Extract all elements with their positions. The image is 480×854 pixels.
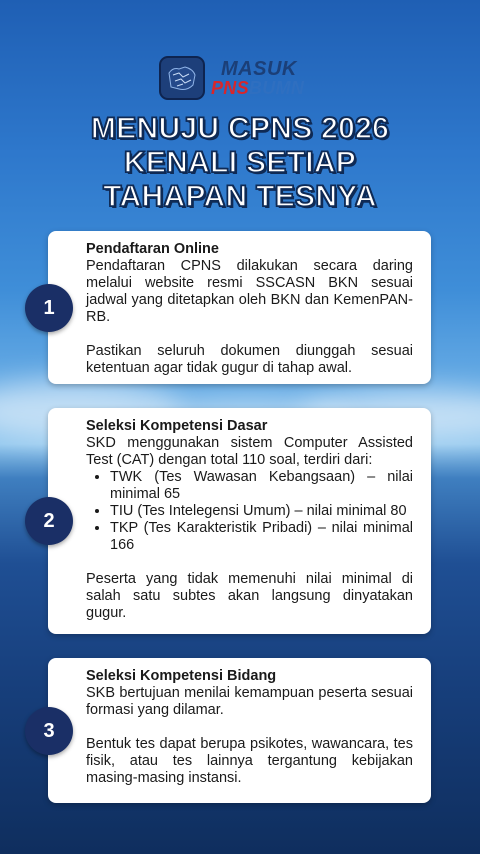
step-title: Seleksi Kompetensi Dasar bbox=[86, 418, 268, 434]
step-title: Seleksi Kompetensi Bidang bbox=[86, 668, 277, 684]
headline-line-3: TAHAPAN TESNYA bbox=[103, 180, 377, 213]
logo-mark-icon bbox=[159, 56, 205, 100]
step-title: Pendaftaran Online bbox=[86, 241, 219, 257]
step-paragraph: Bentuk tes dapat berupa psikotes, wawancara, tes fisik, atau tes lainnya tergantung kebijakan masing-masing instansi. bbox=[86, 736, 413, 786]
step-paragraph: Pastikan seluruh dokumen diunggah sesuai ketentuan agar tidak gugur di tahap awal. bbox=[86, 343, 413, 376]
headline-line-2: KENALI SETIAP bbox=[123, 146, 357, 179]
step-number-badge: 3 bbox=[25, 707, 73, 755]
logo-text-masuk: MASUK bbox=[221, 58, 297, 80]
logo-text-pns: PNS bbox=[211, 78, 249, 98]
brand-logo bbox=[159, 56, 319, 102]
step-paragraph: SKB bertujuan menilai kemampuan peserta sesuai formasi yang dilamar. bbox=[86, 685, 413, 718]
list-item: • TKP (Tes Karakteristik Pribadi) – nilai minimal 166 bbox=[110, 520, 413, 554]
step-card-2 bbox=[48, 408, 431, 634]
step-paragraph: Peserta yang tidak memenuhi nilai minimal di salah satu subtes akan langsung dinyatakan gugur. bbox=[86, 571, 413, 621]
step-card-3 bbox=[48, 658, 431, 803]
logo-text-pnsbumn bbox=[211, 78, 304, 99]
logo-text-bumn: BUMN bbox=[248, 78, 305, 98]
step-card-1 bbox=[48, 231, 431, 384]
list-item: • TWK (Tes Wawasan Kebangsaan) – nilai minimal 65 bbox=[110, 469, 413, 503]
step-number-badge: 2 bbox=[25, 497, 73, 545]
subtest-list bbox=[86, 469, 413, 554]
page-headline bbox=[0, 112, 480, 214]
headline-line-1: MENUJU CPNS 2026 bbox=[90, 112, 390, 145]
step-paragraph: Pendaftaran CPNS dilakukan secara daring melalui website resmi SSCASN BKN sesuai jadwal yang ditetapkan oleh BKN dan KemenPAN-RB. bbox=[86, 258, 413, 325]
step-number-badge: 1 bbox=[25, 284, 73, 332]
list-item: • TIU (Tes Intelegensi Umum) – nilai minimal 80 bbox=[110, 503, 413, 520]
step-paragraph: SKD menggunakan sistem Computer Assisted Test (CAT) dengan total 110 soal, terdiri dari: bbox=[86, 435, 413, 468]
